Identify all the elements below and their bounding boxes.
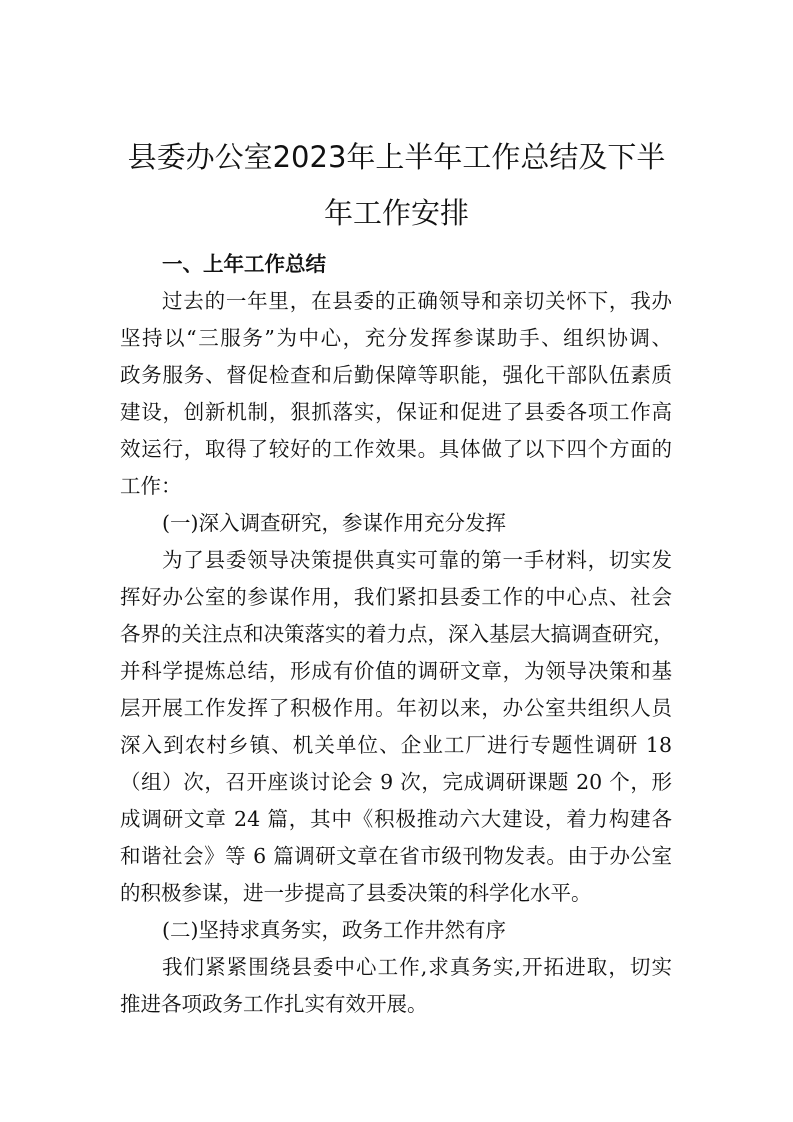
paragraph-line: 成调研文章 24 篇，其中《积极推动六大建设，着力构建各 <box>120 807 672 831</box>
document-body <box>120 246 672 1023</box>
subsection-heading: (一)深入调查研究，参谋作用充分发挥 <box>162 511 506 535</box>
paragraph-line: 挥好办公室的参谋作用，我们紧扣县委工作的中心点、社会 <box>120 585 672 609</box>
section-heading: 一、上年工作总结 <box>162 252 326 276</box>
paragraph-line: 的积极参谋，进一步提高了县委决策的科学化水平。 <box>120 881 592 905</box>
paragraph-line: （组）次，召开座谈讨论会 9 次，完成调研课题 20 个，形 <box>120 770 672 794</box>
paragraph-line: 建设，创新机制，狠抓落实，保证和促进了县委各项工作高 <box>120 400 672 424</box>
paragraph-line: 我们紧紧围绕县委中心工作,求真务实,开拓进取，切实 <box>162 955 672 979</box>
paragraph-line: 效运行，取得了较好的工作效果。具体做了以下四个方面的 <box>120 437 672 461</box>
paragraph-line: 深入到农村乡镇、机关单位、企业工厂进行专题性调研 18 <box>120 733 672 757</box>
document-title-line-1: 县委办公室2023年上半年工作总结及下半 <box>127 140 666 174</box>
paragraph-line: 政务服务、督促检查和后勤保障等职能，强化干部队伍素质 <box>120 363 672 387</box>
paragraph-line: 推进各项政务工作扎实有效开展。 <box>120 992 428 1016</box>
paragraph-line: 过去的一年里，在县委的正确领导和亲切关怀下，我办 <box>162 289 672 313</box>
paragraph <box>120 283 672 505</box>
paragraph-line: 为了县委领导决策提供真实可靠的第一手材料，切实发 <box>162 548 672 572</box>
paragraph-line: 层开展工作发挥了积极作用。年初以来，办公室共组织人员 <box>120 696 672 720</box>
paragraph <box>120 949 672 1023</box>
paragraph-line: 坚持以“三服务”为中心，充分发挥参谋助手、组织协调、 <box>120 326 672 350</box>
paragraph-line: 各界的关注点和决策落实的着力点，深入基层大搞调查研究， <box>120 622 674 646</box>
paragraph-line: 并科学提炼总结，形成有价值的调研文章，为领导决策和基 <box>120 659 672 683</box>
paragraph <box>120 542 672 912</box>
document-title-line-2: 年工作安排 <box>323 196 469 230</box>
paragraph-line: 工作： <box>120 474 182 498</box>
paragraph-line: 和谐社会》等 6 篇调研文章在省市级刊物发表。由于办公室 <box>120 844 672 868</box>
subsection-heading: (二)坚持求真务实，政务工作井然有序 <box>162 918 506 942</box>
